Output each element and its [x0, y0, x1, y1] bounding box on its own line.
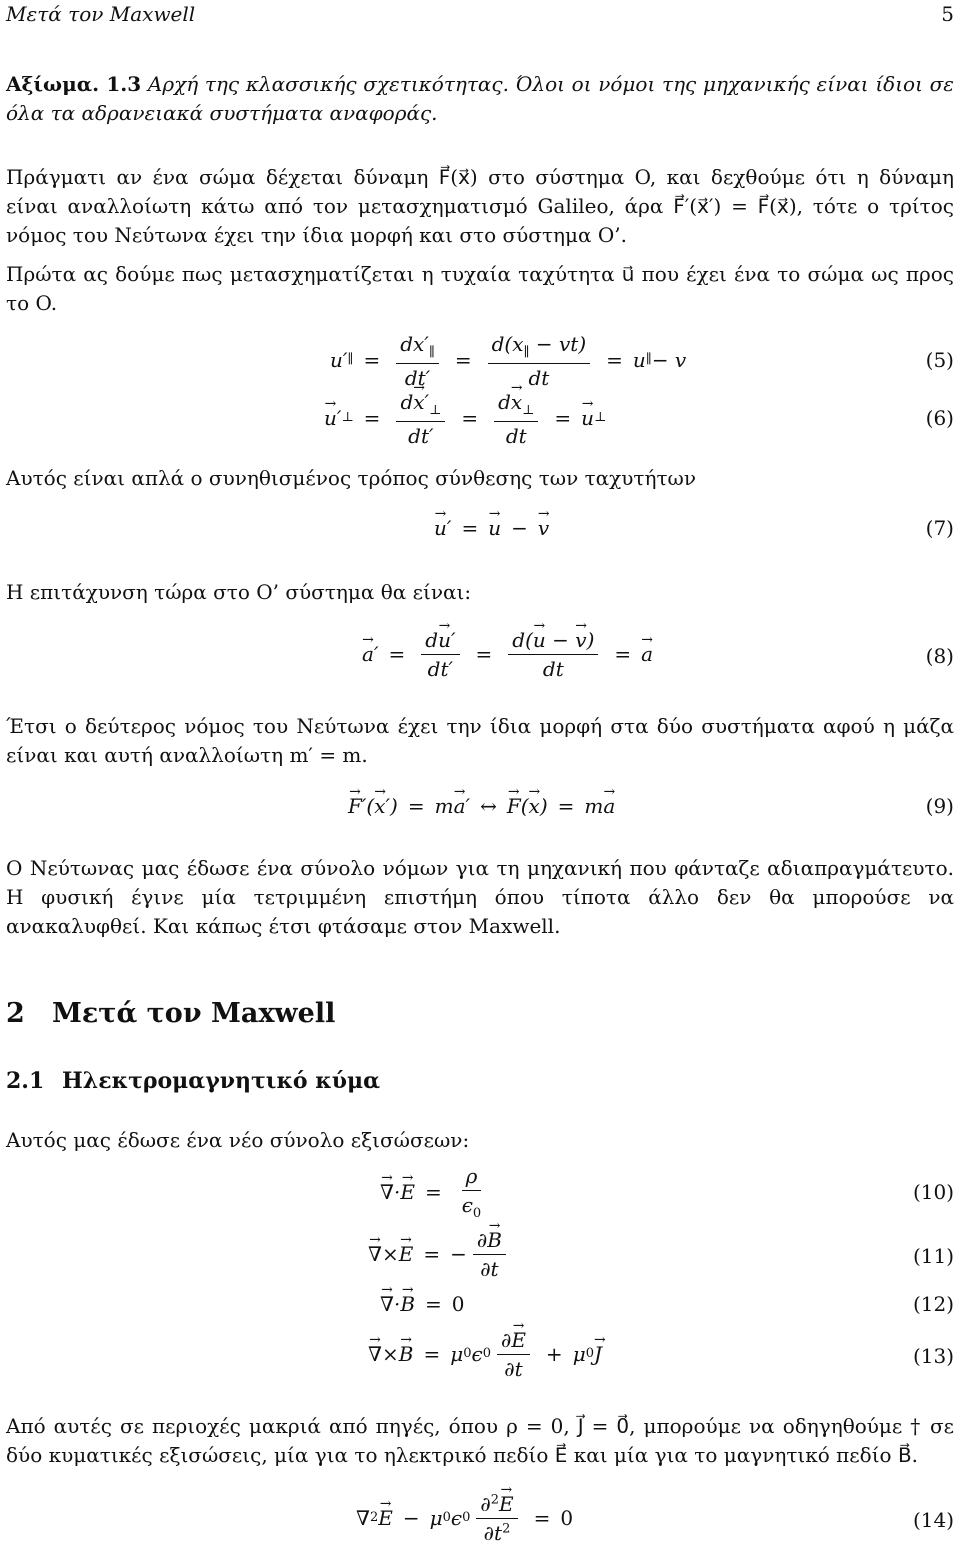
paragraph-invariance: Πράγματι αν ένα σώμα δέχεται δύναμη F⃗(x⃗) στο σύστημα O, και δεχθούμε ότι η δύναμη είναι αναλλοίωτη κάτω από τον μετασχηματισμό Galileo, άρα F⃗′(x⃗′) = F⃗(x⃗), τότε ο τρίτος νόμος του Νεύτωνα έχει την ίδια μορφή και στο σύστημα O’.: [6, 165, 954, 247]
equation-11: [6, 1228, 954, 1288]
equation-8-body: → a ′ = $\frac{d\to u'}{dt'}$ = $\frac{d(\to u - \to v)}{dt}$ = → a: [362, 628, 653, 681]
paragraph-composition: Αυτός είναι απλά ο συνηθισμένος τρόπος σύνθεσης των ταχυτήτων: [6, 466, 697, 490]
equation-6: [6, 390, 954, 450]
equation-10: [6, 1164, 954, 1224]
equation-5-body: u′ ∥ = $\frac{dx'_\parallel}{dt'}$ = $\frac{d(x_\parallel - vt)}{dt}$ = u ∥ − v: [330, 332, 687, 390]
paragraph-acceleration: Η επιτάχυνση τώρα στο O’ σύστημα θα είναι:: [6, 580, 472, 604]
paragraph-newton: Ο Νεύτωνας μας έδωσε ένα σύνολο νόμων για τη μηχανική που φάνταζε αδιαπραγμάτευτο. Η φυσική έγινε μία τετριμμένη επιστήμη όπου τίποτα άλλο δεν θα μπορούσε να ανακαλυφθεί. Και κάπως έτσι φτάσαμε στον Maxwell.: [6, 856, 954, 938]
equation-number-12: (12): [912, 1292, 954, 1316]
paragraph-wave-equations: Από αυτές σε περιοχές μακριά από πηγές, όπου ρ = 0, J⃗ = 0⃗, μπορούμε να οδηγηθούμε † σε δύο κυματικές εξισώσεις, μία για το ηλεκτρικό πεδίο E⃗ και μία για το μαγνητικό πεδίο B⃗.: [6, 1414, 954, 1467]
equation-6-body: → u ′ ⊥ = $\frac{d\to x'_\perp}{dt'}$ = $\frac{d\to x_\perp}{dt}$ = → u ⊥: [324, 390, 606, 448]
paragraph-velocity-intro: Πρώτα ας δούμε πως μετασχηματίζεται η τυχαία ταχύτητα u⃗ που έχει ένα το σώμα ως προς το O.: [6, 262, 954, 315]
paragraph-maxwell-intro: Αυτός μας έδωσε ένα νέο σύνολο εξισώσεων:: [6, 1128, 470, 1152]
equation-14: [6, 1492, 954, 1552]
equation-number-13: (13): [912, 1344, 954, 1368]
equation-11-body: → ∇ × → E = − $\frac{\partial\to B}{\partial t}$: [368, 1228, 512, 1281]
equation-number-10: (10): [912, 1180, 954, 1204]
equation-14-body: ∇ 2 → E − μ 0 ϵ 0 $\frac{\partial^2\to E}{\partial t^2}$ = 0: [356, 1492, 573, 1545]
equation-8: [6, 628, 954, 688]
equation-number-9: (9): [925, 794, 954, 818]
section-title: Μετά τον Maxwell: [52, 998, 336, 1029]
paragraph-second-law: Έτσι ο δεύτερος νόμος του Νεύτωνα έχει την ίδια μορφή στα δύο συστήματα αφού η μάζα είναι και αυτή αναλλοίωτη m′ = m.: [6, 714, 954, 767]
equation-9-body: → F ′( → x ′) = m → a ′ ↔ → F ( → x ) = m → a: [348, 792, 615, 821]
page: [6, 0, 954, 1554]
equation-number-6: (6): [925, 406, 954, 430]
page-number: 5: [941, 2, 954, 26]
equation-5: [6, 332, 954, 392]
equation-10-body: → ∇ · → E = $\frac{\rho}{\epsilon_0}$: [380, 1164, 491, 1222]
equation-7-body: → u ′ = → u − → v: [434, 514, 549, 543]
equation-number-8: (8): [925, 644, 954, 668]
axiom-block: [6, 70, 954, 128]
equation-number-5: (5): [925, 348, 954, 372]
section-number: 2: [6, 998, 25, 1029]
equation-12: [6, 1288, 954, 1322]
equation-13: [6, 1328, 954, 1388]
subsection-number: 2.1: [6, 1068, 45, 1094]
running-head: [6, 0, 954, 28]
section-heading: [6, 994, 335, 1033]
equation-number-14: (14): [912, 1508, 954, 1532]
axiom-text: Αρχή της κλασσικής σχετικότητας. Όλοι οι νόμοι της μηχανικής είναι ίδιοι σε όλα τα αδρανειακά συστήματα αναφοράς.: [6, 72, 954, 125]
axiom-label: Αξίωμα. 1.3: [6, 72, 142, 96]
equation-number-7: (7): [925, 516, 954, 540]
equation-number-11: (11): [912, 1244, 954, 1268]
equation-9: [6, 790, 954, 824]
equation-13-body: → ∇ × → B = μ 0 ϵ 0 $\frac{\partial\to E}{\partial t}$ + μ 0 → J: [368, 1328, 602, 1381]
equation-12-body: → ∇ · → B = 0: [380, 1290, 465, 1319]
subsection-heading: [6, 1066, 380, 1098]
subsection-title: Ηλεκτρομαγνητικό κύμα: [62, 1068, 381, 1094]
equation-7: [6, 512, 954, 546]
running-title: Μετά τον Maxwell: [6, 2, 196, 26]
